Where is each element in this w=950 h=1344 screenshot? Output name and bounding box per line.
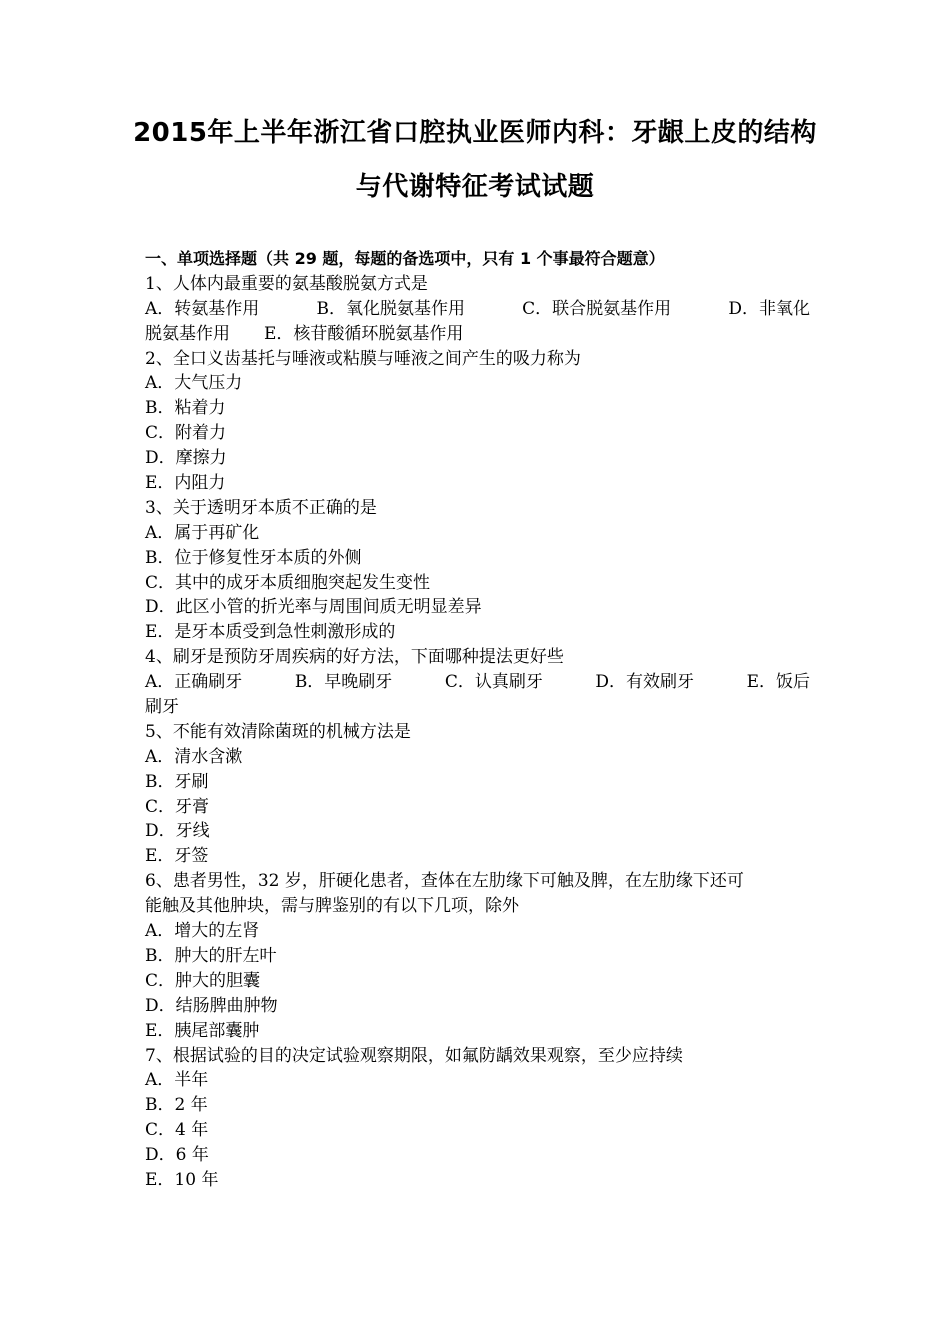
question-1-options-row-1 bbox=[145, 297, 810, 322]
document-title-line-2: 与代谢特征考试试题 bbox=[355, 172, 595, 202]
q7-option-c: C．4 年 bbox=[145, 1120, 209, 1141]
question-6-stem-line-1: 6、患者男性，32 岁，肝硬化患者，查体在左肋缘下可触及脾，在左肋缘下还可 bbox=[145, 871, 744, 892]
q2-option-a: A．大气压力 bbox=[145, 373, 243, 394]
q7-option-d: D．6 年 bbox=[145, 1145, 209, 1166]
q1-option-d-continued: 脱氨基作用 bbox=[145, 323, 230, 344]
question-1-options-row-2 bbox=[145, 322, 810, 347]
q3-option-e: E．是牙本质受到急性刺激形成的 bbox=[145, 622, 396, 643]
question-4-stem: 4、刷牙是预防牙周疾病的好方法，下面哪种提法更好些 bbox=[145, 647, 564, 668]
question-1-stem: 1、人体内最重要的氨基酸脱氨方式是 bbox=[145, 273, 428, 294]
q4-option-c: C．认真刷牙 bbox=[444, 672, 543, 693]
question-5-stem: 5、不能有效清除菌斑的机械方法是 bbox=[145, 721, 411, 742]
question-7-stem: 7、根据试验的目的决定试验观察期限，如氟防龋效果观察，至少应持续 bbox=[145, 1045, 683, 1066]
q3-option-a: A．属于再矿化 bbox=[145, 522, 260, 543]
question-6-stem-line-2: 能触及其他肿块，需与脾鉴别的有以下几项，除外 bbox=[145, 896, 519, 917]
q2-option-c: C．附着力 bbox=[145, 423, 227, 444]
q5-option-b: B．牙刷 bbox=[145, 771, 209, 792]
q6-option-d: D．结肠脾曲肿物 bbox=[145, 995, 278, 1016]
q7-option-b: B．2 年 bbox=[145, 1095, 208, 1116]
q4-option-d: D．有效刷牙 bbox=[595, 672, 695, 693]
q4-option-a: A．正确刷牙 bbox=[145, 672, 243, 693]
q2-option-b: B．粘着力 bbox=[145, 398, 226, 419]
q6-option-b: B．肿大的肝左叶 bbox=[145, 945, 277, 966]
q3-option-c: C．其中的成牙本质细胞突起发生变性 bbox=[145, 572, 431, 593]
q7-option-a: A．半年 bbox=[145, 1070, 209, 1091]
document-body bbox=[145, 247, 810, 1193]
q5-option-a: A．清水含漱 bbox=[145, 746, 243, 767]
question-4-options-row-1 bbox=[145, 670, 810, 695]
q2-option-d: D．摩擦力 bbox=[145, 448, 227, 469]
section-heading: 一、单项选择题（共 29 题，每题的备选项中，只有 1 个事最符合题意） bbox=[145, 249, 665, 268]
q6-option-c: C．肿大的胆囊 bbox=[145, 970, 261, 991]
q1-option-d: D．非氧化 bbox=[728, 298, 810, 319]
q5-option-e: E．牙签 bbox=[145, 846, 209, 867]
q4-option-e-continued: 刷牙 bbox=[145, 697, 179, 718]
question-3-stem: 3、关于透明牙本质不正确的是 bbox=[145, 497, 377, 518]
q4-option-b: B．早晚刷牙 bbox=[294, 672, 393, 693]
q1-option-b: B．氧化脱氨基作用 bbox=[316, 298, 465, 319]
q1-option-c: C．联合脱氨基作用 bbox=[522, 298, 672, 319]
q6-option-a: A．增大的左肾 bbox=[145, 921, 260, 942]
q1-option-a: A．转氨基作用 bbox=[145, 298, 260, 319]
q3-option-b: B．位于修复性牙本质的外侧 bbox=[145, 547, 362, 568]
q7-option-e: E．10 年 bbox=[145, 1169, 219, 1190]
q5-option-c: C．牙膏 bbox=[145, 796, 210, 817]
q5-option-d: D．牙线 bbox=[145, 821, 210, 842]
q3-option-d: D．此区小管的折光率与周围间质无明显差异 bbox=[145, 597, 482, 618]
q6-option-e: E．胰尾部囊肿 bbox=[145, 1020, 260, 1041]
question-2-stem: 2、全口义齿基托与唾液或粘膜与唾液之间产生的吸力称为 bbox=[145, 348, 581, 369]
q1-option-e: E．核苷酸循环脱氨基作用 bbox=[264, 323, 464, 344]
document-title-line-1: 2015年上半年浙江省口腔执业医师内科：牙龈上皮的结构 bbox=[133, 118, 817, 148]
q2-option-e: E．内阻力 bbox=[145, 473, 226, 494]
q4-option-e: E．饭后 bbox=[746, 672, 810, 693]
